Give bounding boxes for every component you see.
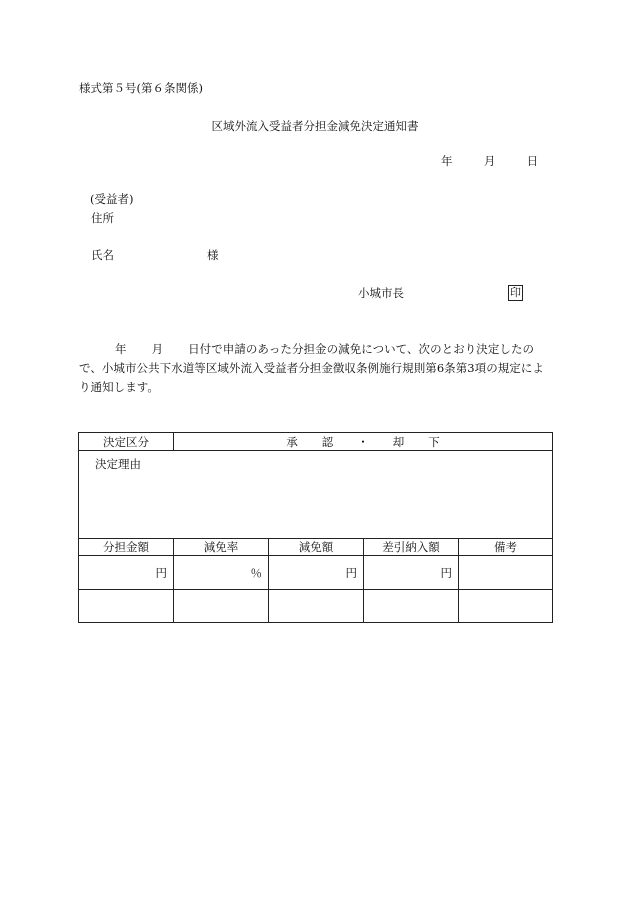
- remarks-cell: [459, 556, 553, 590]
- empty-cell: [364, 590, 459, 623]
- column-header: 備考: [459, 539, 553, 556]
- recipient-label: (受益者): [90, 192, 134, 206]
- body-month: 月: [151, 342, 164, 356]
- empty-cell: [459, 590, 553, 623]
- decision-option: ・: [357, 434, 369, 449]
- decision-option: 認: [321, 434, 334, 449]
- body-text: 日付で申請のあった分担金の減免について、次のとおり決定したので、小城市公共下水道等区域外流入受益者分担金徴収条例施行規則第6条第3項の規定により通知します。: [79, 342, 544, 394]
- decision-label: 決定区分: [79, 433, 174, 451]
- date-year: 年: [441, 154, 453, 168]
- decision-option: 承: [286, 434, 298, 449]
- decision-option: 却: [392, 434, 405, 449]
- address-label: 住所: [91, 211, 114, 225]
- decision-reason: 決定理由: [79, 451, 553, 539]
- form-number: 様式第５号(第６条関係): [79, 81, 203, 95]
- decision-options: [174, 433, 553, 451]
- decision-option: 下: [428, 434, 440, 449]
- decision-table: [78, 432, 553, 623]
- amount-unit-cell: 円: [79, 556, 174, 590]
- net-unit-cell: 円: [364, 556, 459, 590]
- column-header: 減免率: [174, 539, 269, 556]
- document-title: 区域外流入受益者分担金減免決定通知書: [211, 119, 419, 133]
- column-header: 差引納入額: [364, 539, 459, 556]
- empty-cell: [79, 590, 174, 623]
- honorific: 様: [207, 248, 219, 262]
- date-day: 日: [526, 154, 539, 168]
- name-label: 氏名: [91, 248, 114, 262]
- notice-body: [79, 340, 553, 397]
- empty-cell: [269, 590, 364, 623]
- reduction-unit-cell: 円: [269, 556, 364, 590]
- empty-cell: [174, 590, 269, 623]
- column-header: 分担金額: [79, 539, 174, 556]
- date-month: 月: [483, 154, 496, 168]
- column-header: 減免額: [269, 539, 364, 556]
- issuer-title: 小城市長: [358, 286, 404, 300]
- date-line: [441, 155, 538, 169]
- body-year: 年: [115, 342, 127, 356]
- rate-unit-cell: ％: [174, 556, 269, 590]
- seal-mark: 印: [510, 286, 521, 299]
